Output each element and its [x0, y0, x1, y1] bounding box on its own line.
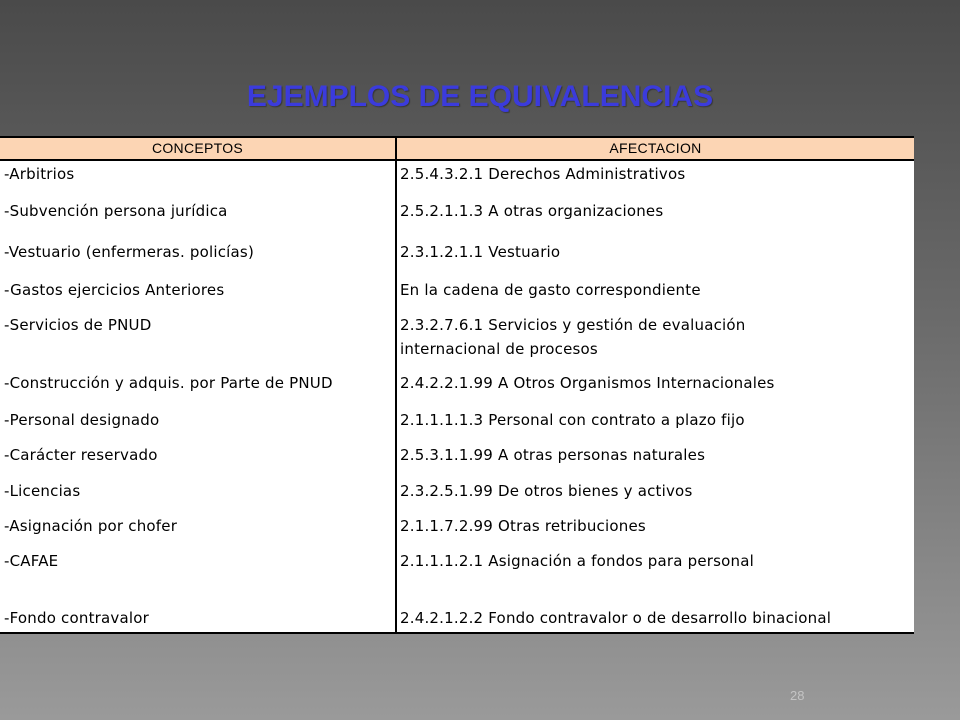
- row-9-concepto: -Licencias: [4, 482, 81, 500]
- header-conceptos: CONCEPTOS: [151, 140, 244, 156]
- row-9-afectacion: 2.3.2.5.1.99 De otros bienes y activos: [400, 482, 693, 500]
- row-5-concepto: -Servicios de PNUD: [4, 316, 152, 334]
- row-2-afectacion: 2.5.2.1.1.3 A otras organizaciones: [400, 202, 664, 220]
- page-number: 28: [790, 688, 805, 703]
- row-1-afectacion: 2.5.4.3.2.1 Derechos Administrativos: [400, 165, 686, 183]
- row-3-afectacion: 2.3.1.2.1.1 Vestuario: [400, 243, 561, 261]
- row-11-afectacion: 2.1.1.1.2.1 Asignación a fondos para personal: [400, 552, 755, 570]
- row-8-concepto: -Carácter reservado: [4, 446, 158, 464]
- row-6-afectacion: 2.4.2.2.1.99 A Otros Organismos Internacionales: [400, 374, 775, 392]
- row-5-afectacion-line-1: 2.3.2.7.6.1 Servicios y gestión de evaluación: [400, 316, 746, 334]
- row-5-afectacion-line-2: internacional de procesos: [400, 340, 598, 358]
- row-8-afectacion: 2.5.3.1.1.99 A otras personas naturales: [400, 446, 706, 464]
- row-2-concepto: -Subvención persona jurídica: [4, 202, 228, 220]
- table-header-row: [0, 138, 914, 161]
- row-1-concepto: -Arbitrios: [4, 165, 75, 183]
- column-divider: [395, 138, 397, 632]
- row-11-concepto: -CAFAE: [4, 552, 59, 570]
- row-4-concepto: -Gastos ejercicios Anteriores: [4, 281, 225, 299]
- row-12-afectacion: 2.4.2.1.2.2 Fondo contravalor o de desarrollo binacional: [400, 609, 832, 627]
- row-7-afectacion: 2.1.1.1.1.3 Personal con contrato a plazo fijo: [400, 411, 745, 429]
- row-7-concepto: -Personal designado: [4, 411, 160, 429]
- slide-title: EJEMPLOS DE EQUIVALENCIAS: [246, 80, 714, 113]
- equivalencias-table: [0, 136, 914, 634]
- row-12-concepto: -Fondo contravalor: [4, 609, 150, 627]
- header-afectacion: AFECTACION: [609, 140, 702, 156]
- row-6-concepto: -Construcción y adquis. por Parte de PNUD: [4, 374, 333, 392]
- row-4-afectacion: En la cadena de gasto correspondiente: [400, 281, 701, 299]
- row-10-afectacion: 2.1.1.7.2.99 Otras retribuciones: [400, 517, 646, 535]
- row-10-concepto: -Asignación por chofer: [4, 517, 178, 535]
- row-3-concepto: -Vestuario (enfermeras. policías): [4, 243, 254, 261]
